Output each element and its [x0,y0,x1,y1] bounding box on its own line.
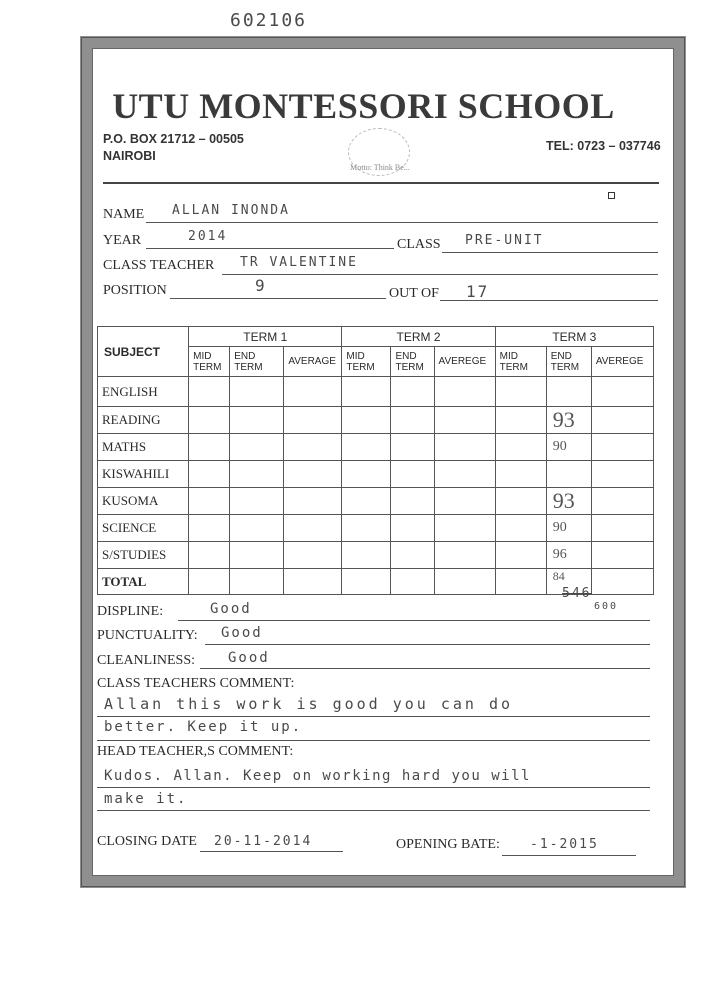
table-row [98,434,654,461]
t3-avg: AVEREGE [591,347,653,377]
year-value: 2014 [188,229,228,244]
opening-date-value: -1-2015 [530,837,599,852]
head-teacher-comment-line2: make it. [104,791,188,807]
subject-sstudies: S/STUDIES [98,542,189,569]
comment-line-2 [97,740,650,741]
subject-maths: MATHS [98,434,189,461]
class-teacher-comment-label: CLASS TEACHERS COMMENT: [97,676,295,691]
subject-english: ENGLISH [98,377,189,407]
opening-date-line [502,855,636,856]
out-of-label: OUT OF [389,286,439,301]
year-line [146,248,394,249]
comment-line-1 [97,716,650,717]
head-teacher-comment-line1: Kudos. Allan. Keep on working hard you will [104,768,531,784]
t3-end: END TERM [546,347,591,377]
kiswahili-t3-end [546,461,591,488]
t1-end: END TERM [230,347,284,377]
position-label: POSITION [103,283,167,298]
t2-end: END TERM [391,347,434,377]
term2-header: TERM 2 [342,327,495,347]
school-name: UTU MONTESSORI SCHOOL [112,86,615,126]
class-teacher-label: CLASS TEACHER [103,258,215,273]
total-t3-end: 84 [546,569,591,595]
discipline-value: Good [210,601,252,617]
class-value: PRE-UNIT [465,233,544,248]
class-teacher-comment-line1: Allan this work is good you can do [104,695,514,713]
cleanliness-line [200,668,650,669]
maths-t3-end: 90 [546,434,591,461]
telephone: TEL: 0723 – 037746 [546,139,661,153]
student-name: ALLAN INONDA [172,203,290,218]
punctuality-line [205,644,650,645]
total-score: 546 [562,586,592,601]
subject-total: TOTAL [98,569,189,595]
t2-mid: MID TERM [342,347,391,377]
table-row [98,488,654,515]
t1-avg: AVERAGE [284,347,342,377]
year-label: YEAR [103,233,142,248]
name-line [146,222,658,223]
head-teacher-comment-label: HEAD TEACHER,S COMMENT: [97,744,294,759]
subject-reading: READING [98,407,189,434]
table-row [98,461,654,488]
subject-kusoma: KUSOMA [98,488,189,515]
position-value: 9 [255,276,267,295]
english-t3-end [546,377,591,407]
table-row [98,515,654,542]
term3-header: TERM 3 [495,327,653,347]
serial-number: 602106 [230,10,308,31]
sstudies-t3-end: 96 [546,542,591,569]
subject-kiswahili: KISWAHILI [98,461,189,488]
closing-date-line [200,851,343,852]
header-divider [103,182,659,184]
closing-date-value: 20-11-2014 [214,834,313,849]
subject-science: SCIENCE [98,515,189,542]
t1-mid: MID TERM [189,347,230,377]
position-line [170,298,386,299]
class-teacher-value: TR VALENTINE [240,255,358,270]
cleanliness-value: Good [228,650,270,666]
out-of-value: 17 [466,282,490,301]
science-t3-end: 90 [546,515,591,542]
town: NAIROBI [103,149,156,163]
term1-header: TERM 1 [189,327,342,347]
results-table [97,326,654,595]
cleanliness-label: CLEANLINESS: [97,653,195,668]
punctuality-value: Good [221,625,263,641]
t3-mid: MID TERM [495,347,546,377]
head-comment-line-1 [97,787,650,788]
name-label: NAME [103,207,145,222]
discipline-line [178,620,650,621]
seal-motto: Motto: Think Be... [350,163,410,172]
punctuality-label: PUNCTUALITY: [97,628,198,643]
table-row [98,407,654,434]
total-out-of: 600 [594,601,619,612]
head-comment-line-2 [97,810,650,811]
corner-box [608,192,615,199]
class-line [442,252,658,253]
reading-t3-end: 93 [546,407,591,434]
class-label: CLASS [397,237,441,252]
kusoma-t3-end: 93 [546,488,591,515]
po-box: P.O. BOX 21712 – 00505 [103,132,244,146]
subject-header: SUBJECT [98,327,189,377]
opening-date-label: OPENING BATE: [396,837,500,852]
class-teacher-comment-line2: better. Keep it up. [104,719,303,735]
t2-avg: AVEREGE [434,347,495,377]
teacher-line [222,274,658,275]
discipline-label: DISPLINE: [97,604,164,619]
table-row [98,377,654,407]
closing-date-label: CLOSING DATE [97,834,197,849]
table-row [98,542,654,569]
